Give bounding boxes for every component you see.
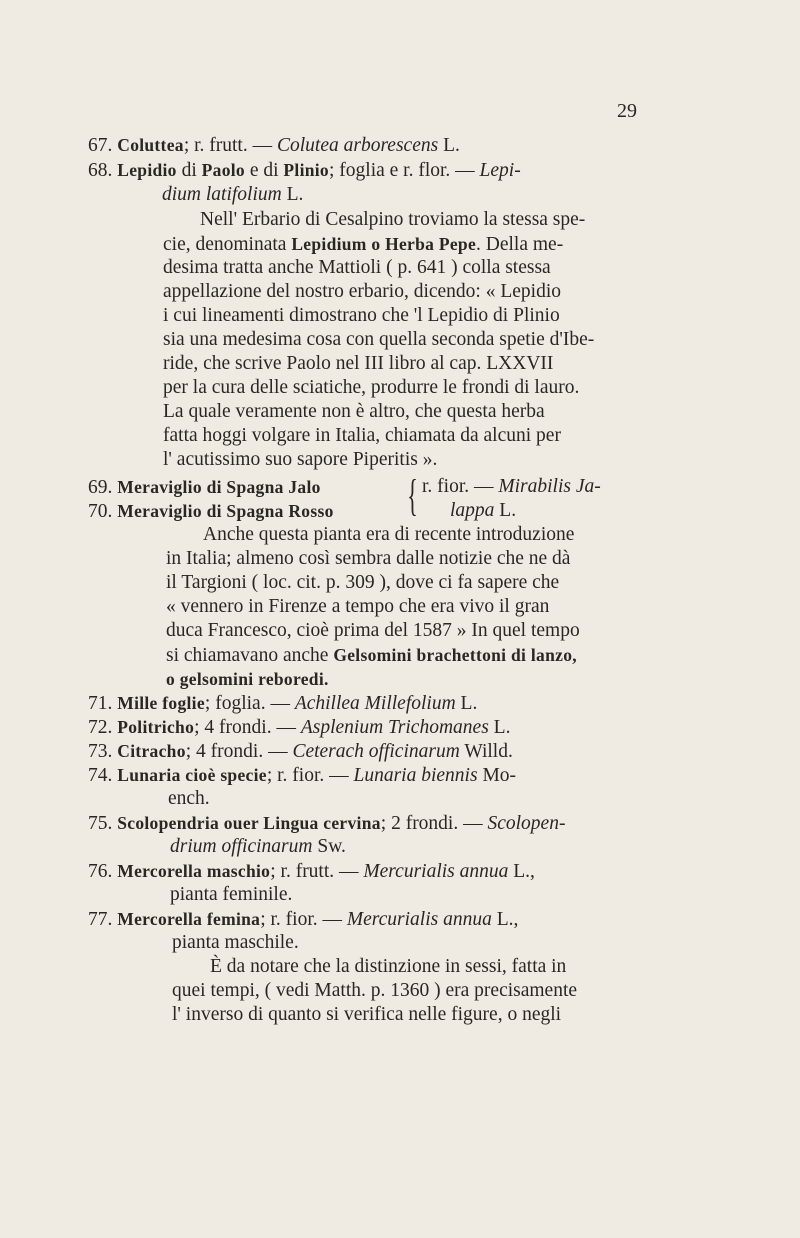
- entry-text: e di: [244, 160, 284, 181]
- entry-text: L.: [488, 717, 511, 738]
- entry-number: 76.: [88, 861, 113, 882]
- entry-74-line2: ench.: [168, 788, 210, 809]
- para-line: Anche questa pianta era di recente introduzione: [203, 524, 575, 545]
- entry-number: 73.: [88, 741, 113, 762]
- para-line: l' acutissimo suo sapore Piperitis ».: [163, 449, 438, 470]
- entry-text: ; 2 frondi. —: [380, 813, 488, 834]
- entry-67: [88, 133, 460, 159]
- entry-77: [88, 907, 518, 933]
- scientific-name: Mirabilis Ja-: [498, 476, 601, 497]
- entry-name: Lepidio: [117, 160, 177, 180]
- scientific-name: Scolopen-: [487, 813, 566, 834]
- scientific-name: Mercurialis annua: [363, 861, 509, 882]
- entry-number: 68.: [88, 160, 113, 181]
- entry-number: 69.: [88, 477, 113, 498]
- entry-number: 71.: [88, 693, 113, 714]
- page-number: 29: [617, 100, 637, 122]
- entry-number: 67.: [88, 135, 113, 156]
- entry-name: Citracho: [117, 741, 186, 761]
- entry-69-70-text: [422, 475, 601, 500]
- entry-number: 70.: [88, 501, 113, 522]
- entry-68-line2: [162, 183, 303, 208]
- para-line: in Italia; almeno così sembra dalle notizie che ne dà: [166, 548, 571, 569]
- entry-74: [88, 763, 516, 789]
- entry-text: ; r. fior. —: [260, 909, 347, 930]
- para-line: [166, 643, 577, 669]
- para-line: desima tratta anche Mattioli ( p. 641 ) colla stessa: [163, 257, 551, 278]
- para-text: cie, denominata: [163, 234, 292, 255]
- entry-name: Meraviglio di Spagna Jalo: [117, 477, 321, 497]
- entry-number: 75.: [88, 813, 113, 834]
- entry-text: ; r. frutt. —: [183, 135, 277, 156]
- para-line: i cui lineamenti dimostrano che 'l Lepidio di Plinio: [163, 305, 560, 326]
- scientific-name: Achillea Millefolium: [294, 693, 456, 714]
- para-line: fatta hoggi volgare in Italia, chiamata da alcuni per: [163, 425, 561, 446]
- entry-number: 74.: [88, 765, 113, 786]
- entry-text: L.,: [508, 861, 535, 882]
- entry-text: ; 4 frondi. —: [194, 717, 301, 738]
- entry-76-line2: pianta feminile.: [170, 884, 293, 905]
- entry-text: ; foglia e r. flor. —: [328, 160, 480, 181]
- para-line: ride, che scrive Paolo nel III libro al cap. LXXVII: [163, 353, 554, 374]
- scientific-name: lappa: [450, 500, 495, 521]
- scientific-name: drium officinarum: [170, 836, 313, 857]
- para-line: La quale veramente non è altro, che questa herba: [163, 401, 545, 422]
- plant-name: o gelsomini reboredi.: [166, 669, 329, 689]
- entry-name: Paolo: [201, 160, 245, 180]
- entry-number: 72.: [88, 717, 113, 738]
- entry-68: [88, 158, 521, 184]
- entry-text: Mo-: [477, 765, 517, 786]
- entry-72: [88, 715, 510, 741]
- entry-73: [88, 739, 513, 765]
- para-line: È da notare che la distinzione in sessi, fatta in: [210, 956, 567, 977]
- para-line: per la cura delle sciatiche, produrre le frondi di lauro.: [163, 377, 580, 398]
- entry-text: L.: [438, 135, 460, 156]
- entry-text: di: [176, 160, 202, 181]
- entry-text: ; foglia. —: [204, 693, 295, 714]
- entry-75: [88, 811, 565, 837]
- entry-76: [88, 859, 535, 885]
- entry-70: [88, 499, 334, 525]
- scientific-name: Lunaria biennis: [353, 765, 478, 786]
- para-line: sia una medesima cosa con quella seconda spetie d'Ibe-: [163, 329, 595, 350]
- entry-name: Plinio: [283, 160, 329, 180]
- para-line: « vennero in Firenze a tempo che era vivo il gran: [166, 596, 550, 617]
- plant-name: Gelsomini brachettoni di lanzo,: [333, 645, 577, 665]
- entry-69: [88, 475, 321, 501]
- scientific-name: Asplenium Trichomanes: [300, 717, 489, 738]
- para-line: appellazione del nostro erbario, dicendo: « Lepidio: [163, 281, 561, 302]
- entry-text: r. fior. —: [422, 476, 499, 497]
- entry-71: [88, 691, 477, 717]
- brace-icon: {: [407, 471, 418, 520]
- entry-69-70-text2: [450, 499, 516, 524]
- entry-text: L.: [494, 500, 517, 521]
- entry-name: Scolopendria ouer Lingua cervina: [117, 813, 381, 833]
- entry-77-line2: pianta maschile.: [172, 932, 299, 953]
- scientific-name: Lepi-: [479, 160, 521, 181]
- para-line: il Targioni ( loc. cit. p. 309 ), dove ci fa sapere che: [166, 572, 560, 593]
- entry-text: ; r. fior. —: [266, 765, 354, 786]
- entry-name: Mercorella femina: [117, 909, 261, 929]
- entry-text: Sw.: [312, 836, 346, 857]
- scientific-name: Colutea arborescens: [276, 135, 439, 156]
- para-line: duca Francesco, cioè prima del 1587 » In quel tempo: [166, 620, 580, 641]
- para-line: Nell' Erbario di Cesalpino troviamo la stessa spe-: [200, 209, 586, 230]
- entry-75-line2: [170, 835, 346, 860]
- entry-text: L.,: [491, 909, 519, 930]
- entry-name: Mercorella maschio: [117, 861, 271, 881]
- entry-name: Mille foglie: [117, 693, 205, 713]
- entry-text: L.: [281, 184, 304, 205]
- entry-text: ; 4 frondi. —: [185, 741, 293, 762]
- scientific-name: dium latifolium: [162, 184, 282, 205]
- entry-name: Lunaria cioè specie: [117, 765, 267, 785]
- scientific-name: Ceterach officinarum: [292, 741, 460, 762]
- plant-name: Lepidium o Herba Pepe: [291, 234, 477, 254]
- entry-text: L.: [455, 693, 478, 714]
- entry-number: 77.: [88, 909, 113, 930]
- entry-name: Politricho: [117, 717, 195, 737]
- para-line: [163, 232, 563, 258]
- para-text: . Della me-: [476, 234, 564, 255]
- entry-text: Willd.: [459, 741, 513, 762]
- entry-name: Meraviglio di Spagna Rosso: [117, 501, 334, 521]
- entry-text: ; r. frutt. —: [270, 861, 364, 882]
- para-text: si chiamavano anche: [166, 645, 334, 666]
- scientific-name: Mercurialis annua: [346, 909, 492, 930]
- para-line: quei tempi, ( vedi Matth. p. 1360 ) era precisamente: [172, 980, 578, 1001]
- para-line: l' inverso di quanto si verifica nelle figure, o negli: [172, 1004, 562, 1025]
- entry-name: Coluttea: [117, 135, 184, 155]
